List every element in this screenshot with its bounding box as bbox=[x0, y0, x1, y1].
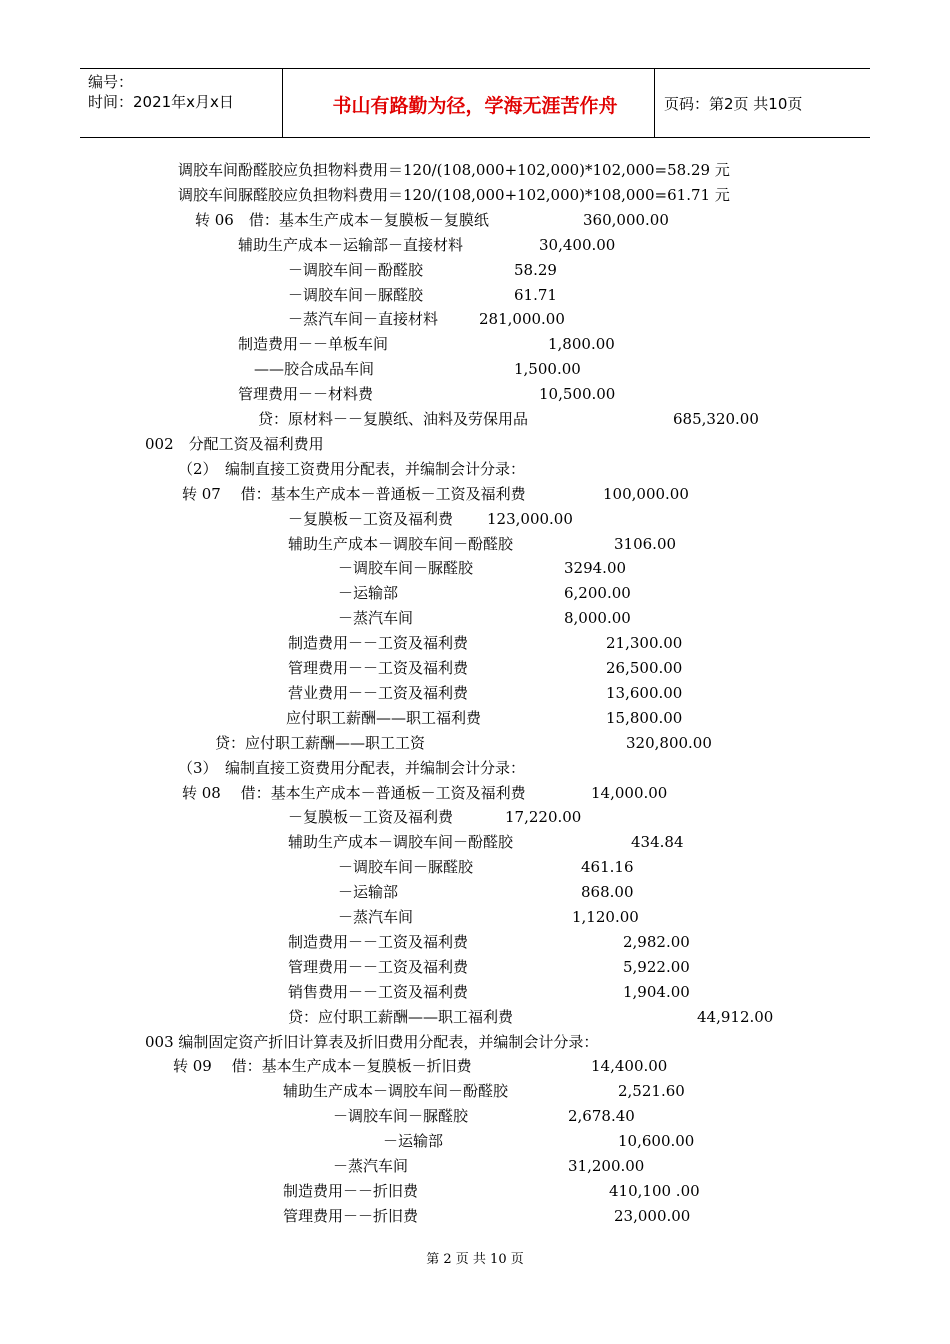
entry-line-text: －蒸汽车间－直接材料 bbox=[288, 310, 439, 329]
entry-line-text: 003 编制固定资产折旧计算表及折旧费用分配表，并编制会计分录： bbox=[145, 1032, 599, 1051]
entry-line-amount: 2,982.00 bbox=[623, 932, 690, 951]
entry-line-amount: 58.29 bbox=[514, 260, 557, 279]
entry-line-text: ——胶合成品车间 bbox=[254, 360, 375, 379]
entry-line-amount: 17,220.00 bbox=[505, 808, 582, 827]
entry-line-amount: 6,200.00 bbox=[564, 584, 631, 603]
entry-line-text: －蒸汽车间 bbox=[338, 908, 414, 926]
entry-line-text: －调胶车间－脲醛胶 bbox=[338, 858, 474, 877]
entry-line-text: （2） 编制直接工资费用分配表，并编制会计分录： bbox=[178, 459, 526, 478]
entry-line-amount: 1,800.00 bbox=[548, 335, 615, 354]
entry-line-text: －蒸汽车间 bbox=[333, 1157, 409, 1175]
entry-line-text: 管理费用－－材料费 bbox=[238, 385, 374, 404]
entry-line-text: 贷：应付职工薪酬——职工福利费 bbox=[288, 1007, 514, 1026]
entry-line-text: －运输部 bbox=[338, 883, 399, 902]
entry-line-text: －调胶车间－脲醛胶 bbox=[338, 559, 474, 578]
entry-line-amount: 2,678.40 bbox=[568, 1107, 635, 1126]
entry-line-text: 转 07 借：基本生产成本－普通板－工资及福利费 bbox=[182, 484, 526, 503]
header-divider bbox=[282, 69, 283, 137]
entry-line-amount: 31,200.00 bbox=[568, 1157, 645, 1175]
entry-line-text: 贷：原材料－－复膜纸、油料及劳保用品 bbox=[258, 410, 529, 428]
page-header bbox=[80, 68, 870, 138]
entry-line-amount: 3294.00 bbox=[564, 559, 627, 578]
entry-line-text: 制造费用－－工资及福利费 bbox=[288, 634, 469, 653]
entry-line-amount: 1,120.00 bbox=[572, 908, 639, 926]
entry-line-amount: 434.84 bbox=[631, 833, 684, 852]
entry-line-amount: 1,500.00 bbox=[514, 360, 581, 379]
entry-line-text: －调胶车间－酚醛胶 bbox=[288, 260, 424, 279]
entry-line-amount: 14,400.00 bbox=[591, 1057, 668, 1076]
entry-line-text: －复膜板－工资及福利费 bbox=[288, 509, 454, 528]
entry-line-text: 转 08 借：基本生产成本－普通板－工资及福利费 bbox=[182, 783, 526, 802]
entry-line-amount: 26,500.00 bbox=[606, 659, 683, 677]
entry-line-amount: 3106.00 bbox=[614, 534, 677, 553]
entry-line-amount: 30,400.00 bbox=[539, 235, 616, 254]
entry-line-amount: 123,000.00 bbox=[487, 509, 573, 528]
entry-line-amount: 320,800.00 bbox=[626, 733, 712, 752]
entry-line-text: 应付职工薪酬——职工福利费 bbox=[286, 708, 482, 727]
entry-line-text: 辅助生产成本－调胶车间－酚醛胶 bbox=[288, 534, 514, 553]
entry-line-text: （3） 编制直接工资费用分配表，并编制会计分录： bbox=[178, 758, 526, 777]
entry-line-text: －运输部 bbox=[338, 584, 399, 603]
entry-line-text: －蒸汽车间 bbox=[338, 609, 414, 628]
entry-line-text: 制造费用－－单板车间 bbox=[238, 335, 389, 354]
entry-line-amount: 2,521.60 bbox=[618, 1082, 685, 1101]
entry-line-amount: 23,000.00 bbox=[614, 1206, 691, 1225]
entry-line-text: 营业费用－－工资及福利费 bbox=[288, 683, 469, 702]
entry-line-text: 调胶车间酚醛胶应负担物料费用＝120/(108,000+102,000)*102,000=58.29 元 bbox=[178, 161, 730, 179]
entry-line-amount: 868.00 bbox=[581, 883, 634, 902]
entry-line-amount: 685,320.00 bbox=[673, 410, 759, 428]
entry-line-text: 贷：应付职工薪酬——职工工资 bbox=[215, 733, 426, 752]
entry-line-amount: 15,800.00 bbox=[606, 708, 683, 727]
entry-line-text: 002 分配工资及福利费用 bbox=[145, 434, 324, 453]
entry-line-amount: 14,000.00 bbox=[591, 783, 668, 802]
entry-line-text: 辅助生产成本－调胶车间－酚醛胶 bbox=[288, 833, 514, 852]
entry-line-text: 管理费用－－折旧费 bbox=[283, 1206, 419, 1225]
entry-line-amount: 8,000.00 bbox=[564, 609, 631, 628]
entry-line-text: 转 06 借：基本生产成本－复膜板－复膜纸 bbox=[195, 210, 489, 229]
time-label: 时间：2021年x月x日 bbox=[88, 93, 234, 111]
entry-line-amount: 281,000.00 bbox=[479, 310, 565, 329]
header-divider bbox=[654, 69, 655, 137]
entry-line-text: 管理费用－－工资及福利费 bbox=[288, 659, 469, 677]
entry-line-text: 管理费用－－工资及福利费 bbox=[288, 957, 469, 976]
entry-line-text: －调胶车间－脲醛胶 bbox=[288, 285, 424, 304]
entry-line-amount: 10,500.00 bbox=[539, 385, 616, 404]
entry-line-text: 销售费用－－工资及福利费 bbox=[288, 982, 469, 1001]
entry-line-text: 制造费用－－工资及福利费 bbox=[288, 932, 469, 951]
entry-line-amount: 410,100 .00 bbox=[609, 1181, 700, 1200]
entry-line-amount: 44,912.00 bbox=[697, 1007, 774, 1026]
page-footer: 第 2 页 共 10 页 bbox=[426, 1252, 524, 1267]
entry-line-text: 辅助生产成本－调胶车间－酚醛胶 bbox=[283, 1082, 509, 1101]
entry-line-amount: 360,000.00 bbox=[583, 210, 669, 229]
entry-line-amount: 461.16 bbox=[581, 858, 634, 877]
entry-line-text: －复膜板－工资及福利费 bbox=[288, 808, 454, 827]
entry-line-amount: 100,000.00 bbox=[603, 484, 689, 503]
entry-line-text: －运输部 bbox=[383, 1132, 444, 1151]
code-label: 编号： bbox=[88, 73, 134, 91]
entry-line-amount: 1,904.00 bbox=[623, 982, 690, 1001]
entry-line-amount: 21,300.00 bbox=[606, 634, 683, 653]
header-motto: 书山有路勤为径，学海无涯苦作舟 bbox=[332, 95, 618, 117]
page-label: 页码：第2页 共10页 bbox=[664, 95, 803, 113]
entry-line-amount: 10,600.00 bbox=[618, 1132, 695, 1151]
entry-line-text: 调胶车间脲醛胶应负担物料费用＝120/(108,000+102,000)*108,000=61.71 元 bbox=[178, 185, 730, 204]
entry-line-amount: 5,922.00 bbox=[623, 957, 690, 976]
entry-line-text: 转 09 借：基本生产成本－复膜板－折旧费 bbox=[173, 1057, 472, 1076]
entry-line-text: －调胶车间－脲醛胶 bbox=[333, 1107, 469, 1126]
entry-line-amount: 61.71 bbox=[514, 285, 557, 304]
entry-line-text: 辅助生产成本－运输部－直接材料 bbox=[238, 235, 464, 254]
entry-line-text: 制造费用－－折旧费 bbox=[283, 1181, 419, 1200]
entry-line-amount: 13,600.00 bbox=[606, 683, 683, 702]
